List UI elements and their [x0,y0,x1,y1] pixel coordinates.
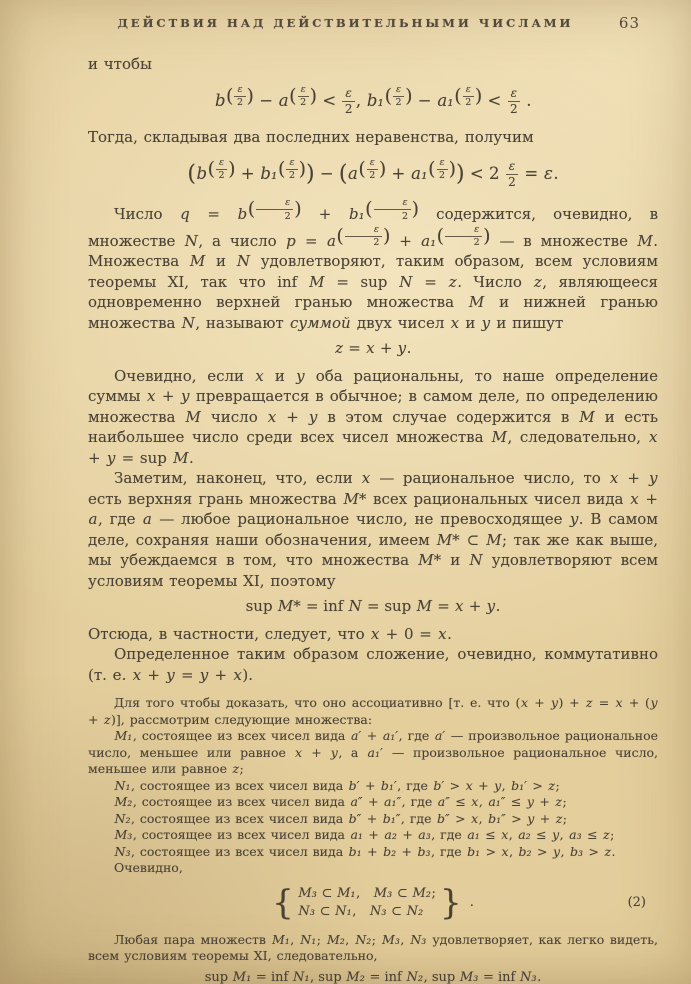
paragraph-sum-rational: Очевидно, если x и y оба рациональны, то наше определение суммы x + y превращается в обычное; в самом деле, по определению множества M число x + y в этом случае содержится в M и есть наибольшее число среди всех чисел множества M, следовательно, x + y = sup M. [88,366,658,467]
petit-paragraph-associativity: Для того чтобы доказать, что оно ассоциативно [т. е. что (x + y) + z = x + (y + z)], рассмотрим следующие множества: [88,695,658,727]
formula-sum-inequality: $(b^{( \frac{\varepsilon}{2} )} + b_1^{( \frac{\varepsilon}{2} )}) - (a^{( \frac{\varepsilon}{2} )} + a_1^{( \frac{\varepsilon}{2} )}) < 2$ $\frac{\varepsilon}{2}$ = ε. [187,156,559,189]
page-header [88,16,658,36]
page-number: 63 [618,14,640,32]
set-definition-item-m1: M₁, состоящее из всех чисел вида a′ + a₁′, где a′ — произвольное рациональное число, меньшее или равное x + y, а a₁′ — произвольное рациональное число, меньшее или равное z; [88,728,659,776]
paragraph-otsyuda: Отсюда, в частности, следует, что x + 0 = x. [88,624,452,643]
equation-2-period: . [469,895,474,911]
set-definition-item-m2: M₂, состоящее из всех чисел вида a″ + a₁″, где a″ ≤ x, a₁″ ≤ y + z; [114,794,567,809]
text-block [88,16,658,984]
paragraph-kommutativno: Определенное таким образом сложение, очевидно, коммутативно (т. е. x + y = y + x). [88,645,658,684]
equation-2-rows [298,885,436,921]
small-print-block [88,695,658,984]
paragraph-zametim: Заметим, наконец, что, если x — рациональное число, то x + y есть верхняя грань множества M* всех рациональных чисел вида x + a, где a — любое рациональное число, не превосходящее y. В самом деле, сохраняя наши обозначения, имеем M* ⊂ M; так же как выше, мы убеждаемся в том, что множества M* и N удовлетворяют всем условиям теоремы XI, поэтому [88,469,658,590]
formula-sup-m-star: sup M* = inf N = sup M = x + y. [245,597,501,615]
equation-2-label: (2) [627,895,646,911]
petit-paragraph-lyubaya-para: Любая пара множеств M₁, N₁; M₂, N₂; M₃, N₃ удовлетворяет, как легко видеть, всем условиям теоремы XI, следовательно, [88,931,658,964]
set-definition-item-m3: M₃, состоящее из всех чисел вида a₁ + a₂ + a₃, где a₁ ≤ x, a₂ ≤ y, a₃ ≤ z; [114,827,615,842]
petit-paragraph-ochevidno: Очевидно, [114,860,183,875]
running-title: ДЕЙСТВИЯ НАД ДЕЙСТВИТЕЛЬНЫМИ ЧИСЛАМИ [117,16,574,30]
equation-2-row-m: M₃ ⊂ M₁, M₃ ⊂ M₂; [298,886,436,902]
formula-z-eq-x-plus-y: z = x + y. [335,339,412,357]
left-brace: { [272,882,294,923]
equation-2-row-n: N₃ ⊂ N₁, N₃ ⊂ N₂ [298,904,424,920]
formula-sup-inf-list: sup M₁ = inf N₁, sup M₂ = inf N₂, sup M₃ = inf N₃. [204,969,542,984]
right-brace: } [440,882,462,923]
set-definition-item-n3: N₃, состоящее из всех чисел вида b₁ + b₂ + b₃, где b₁ > x, b₂ > y, b₃ > z. [114,843,616,859]
formula-eps-half-bounds: $b^{( \frac{\varepsilon}{2} )} - a^{( \frac{\varepsilon}{2} )}$ < $\frac{\varepsilon}{2}$ , b₁$^{( \frac{\varepsilon}{2} )}$ − a₁$^{( \frac{\varepsilon}{2} )}$ < $\frac{\varepsilon}{2}$ . [214,83,532,116]
paragraph-togda: Тогда, складывая два последних неравенства, получим [88,128,534,146]
paragraph-chislo-q: Число $q = b^{( \frac{\varepsilon}{2} )} + b_1^{( \frac{\varepsilon}{2} )}$ содержится, очевидно, в множестве N, а число $p = a^{( \frac{\varepsilon}{2} )} + a_1^{( \frac{\varepsilon}{2} )}$ — в множестве M. Множества M и N удовлетворяют, таким образом, всем условиям теоремы XI, так что inf M = sup N = z. Число z, являющееся одновременно верхней гранью множества M и нижней гранью множества N, называют суммой двух чисел x и y и пишут [88,197,659,332]
set-definition-item-n1: N₁, состоящее из всех чисел вида b′ + b₁′, где b′ > x + y, b₁′ > z; [114,777,560,793]
paragraph-i-chtoby: и чтобы [88,55,152,73]
set-definition-item-n2: N₂, состоящее из всех чисел вида b″ + b₁″, где b″ > x, b₁″ > y + z; [114,810,567,826]
equation-2 [88,882,658,923]
